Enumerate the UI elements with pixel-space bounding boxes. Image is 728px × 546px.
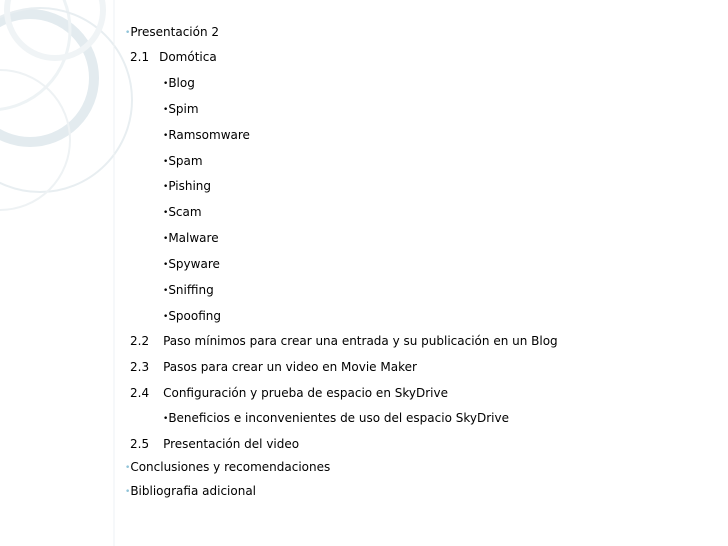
item-text: Paso mínimos para crear una entrada y su publicación en un Blog xyxy=(163,334,558,348)
item-number: 2.3 xyxy=(130,360,150,374)
bullet-icon: • xyxy=(163,312,169,322)
bullet-icon: • xyxy=(163,286,169,296)
bullet-icon: • xyxy=(125,487,131,497)
subitem-spim xyxy=(163,101,199,119)
bullet-icon: • xyxy=(163,105,169,115)
item-number: 2.2 xyxy=(130,334,150,348)
item-text: Sniffing xyxy=(168,283,214,297)
subitem-sniffing xyxy=(163,282,214,300)
subitem-malware xyxy=(163,230,219,248)
item-presentacion-2 xyxy=(125,24,219,42)
bullet-icon: • xyxy=(163,208,169,218)
item-number: 2.1 xyxy=(130,50,150,64)
item-2-3 xyxy=(130,359,417,375)
bullet-icon: • xyxy=(125,28,131,38)
bullet-icon: • xyxy=(163,182,169,192)
bullet-icon: • xyxy=(163,157,169,167)
bullet-icon: • xyxy=(163,234,169,244)
subitem-pishing xyxy=(163,178,211,196)
bullet-icon: • xyxy=(163,414,169,424)
item-text: Presentación del video xyxy=(163,437,300,451)
item-2-1 xyxy=(130,49,217,65)
item-text: Conclusiones y recomendaciones xyxy=(130,460,331,474)
item-text: Domótica xyxy=(159,50,217,64)
item-bibliografia xyxy=(125,483,256,501)
item-text: Beneficios e inconvenientes de uso del espacio SkyDrive xyxy=(168,411,509,425)
item-number: 2.4 xyxy=(130,386,150,400)
subitem-spam xyxy=(163,153,203,171)
item-text: Bibliografia adicional xyxy=(130,484,257,498)
bullet-icon: • xyxy=(163,79,169,89)
subitem-ramsomware xyxy=(163,127,250,145)
bullet-icon: • xyxy=(163,260,169,270)
subitem-beneficios xyxy=(163,410,509,428)
subitem-scam xyxy=(163,204,202,222)
item-2-4 xyxy=(130,385,448,401)
item-number: 2.5 xyxy=(130,437,150,451)
item-2-2 xyxy=(130,333,558,349)
item-text: Spim xyxy=(168,102,199,116)
item-text: Spoofing xyxy=(168,309,222,323)
subitem-blog xyxy=(163,75,195,93)
bullet-icon: • xyxy=(163,131,169,141)
item-text: Pasos para crear un video en Movie Maker xyxy=(163,360,417,374)
item-text: Presentación 2 xyxy=(130,25,220,39)
item-text: Malware xyxy=(168,231,219,245)
item-text: Blog xyxy=(168,76,195,90)
subitem-spyware xyxy=(163,256,220,274)
bullet-icon: • xyxy=(125,463,131,473)
item-text: Spam xyxy=(168,154,203,168)
item-text: Scam xyxy=(168,205,202,219)
item-text: Ramsomware xyxy=(168,128,250,142)
subitem-spoofing xyxy=(163,308,221,326)
item-text: Pishing xyxy=(168,179,212,193)
item-text: Configuración y prueba de espacio en SkyDrive xyxy=(163,386,448,400)
item-2-5 xyxy=(130,436,299,452)
item-conclusiones xyxy=(125,459,330,477)
item-text: Spyware xyxy=(168,257,220,271)
